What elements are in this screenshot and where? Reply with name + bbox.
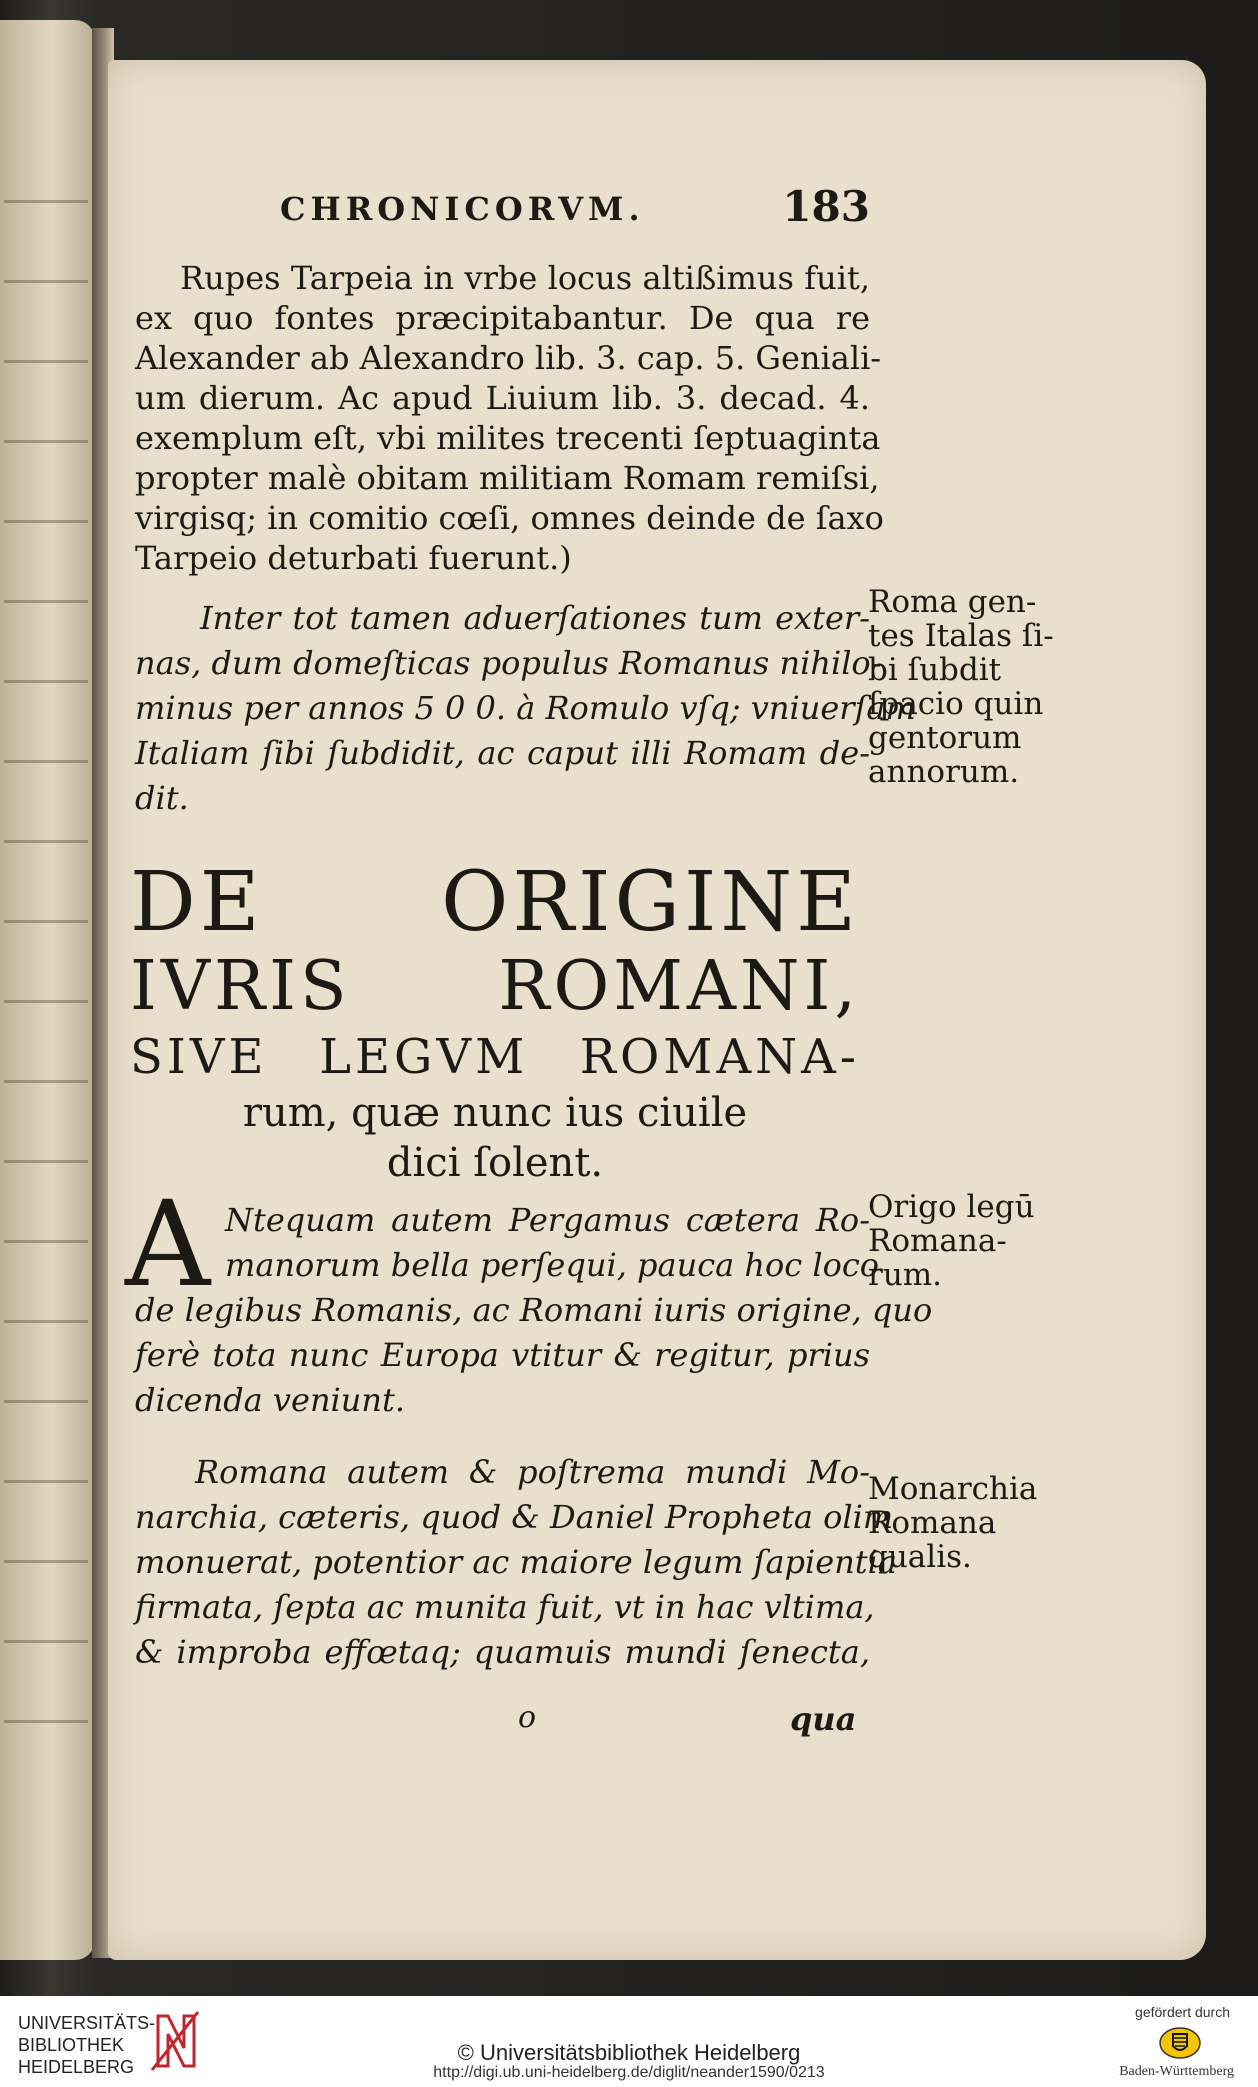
text-line: Alexander ab Alexandro lib. 3. cap. 5. Geniali-	[135, 339, 882, 377]
source-url-link[interactable]: http://digi.ub.uni-heidelberg.de/diglit/neander1590/0213	[433, 2064, 825, 2081]
text-line: exemplum eſt, vbi milites trecenti ſeptuaginta	[135, 419, 881, 457]
title-line-2: IVRIS ROMANI,	[130, 947, 860, 1026]
note-line: qualis.	[868, 1539, 972, 1575]
text-line: de legibus Romanis, ac Romani iuris origine, quo	[135, 1291, 933, 1329]
copyright-text: © Universitätsbibliothek Heidelberg	[457, 2040, 801, 2065]
text-line: narchia, cæteris, quod & Daniel Propheta olim	[135, 1498, 894, 1536]
note-line: tes Italas ſi-	[868, 618, 1054, 654]
title-line-1: DE ORIGINE	[130, 855, 860, 950]
note-line: Romana	[868, 1505, 997, 1541]
coat-of-arms-icon	[1158, 2026, 1202, 2060]
library-name-line: BIBLIOTHEK	[18, 2035, 125, 2055]
margin-note-origo	[868, 1190, 1068, 1292]
catchword: qua	[790, 1700, 857, 1738]
text-line: um dierum. Ac apud Liuium lib. 3. decad. 4.	[135, 379, 870, 417]
text-line: Romana autem & poſtrema mundi Mo-	[195, 1453, 870, 1491]
text-line: propter malè obitam militiam Romam remiſsi,	[135, 459, 880, 497]
title-line-3: SIVE LEGVM ROMANA-	[130, 1029, 860, 1085]
text-line: firmata, ſepta ac munita fuit, vt in hac vltima,	[135, 1588, 875, 1626]
note-line: annorum.	[868, 754, 1020, 790]
library-name-line: HEIDELBERG	[18, 2057, 135, 2077]
text-line: dicenda veniunt.	[135, 1381, 406, 1419]
note-line: rum.	[868, 1257, 943, 1293]
text-line: ferè tota nunc Europa vtitur & regitur, prius	[135, 1336, 870, 1374]
text-line: Italiam ſibi ſubdidit, ac caput illi Romam de-	[135, 734, 870, 772]
sponsor-name: Baden-Württemberg	[1119, 2064, 1234, 2079]
title-line-5: dici ſolent.	[386, 1140, 604, 1186]
note-line: gentorum	[868, 720, 1022, 756]
margin-note-roma	[868, 585, 1068, 789]
text-line: monuerat, potentior ac maiore legum ſapientia	[135, 1543, 897, 1581]
text-line: Ntequam autem Pergamus cætera Ro-	[225, 1201, 870, 1239]
library-name-line: UNIVERSITÄTS-	[18, 2013, 156, 2033]
text-line: ex quo fontes præcipitabantur. De qua re	[135, 299, 870, 337]
note-line: Monarchia	[868, 1471, 1038, 1507]
note-line: ſpacio quin	[868, 686, 1044, 722]
note-line: bi ſubdit	[868, 652, 1002, 688]
text-line: Tarpeio deturbati fuerunt.)	[135, 539, 572, 577]
sponsor-label: gefördert durch	[1135, 2004, 1230, 2020]
text-line: minus per annos 5 0 0. à Romulo vſq; vniuerſam	[135, 689, 916, 727]
text-line: nas, dum domeſticas populus Romanus nihilo-	[135, 644, 882, 682]
margin-note-monarchia	[868, 1472, 1068, 1574]
note-line: Romana-	[868, 1223, 1007, 1259]
text-line: & improba effœtaq; quamuis mundi ſenecta,	[135, 1633, 870, 1671]
text-line: manorum bella perſequi, pauca hoc loco	[225, 1246, 880, 1284]
text-line: Inter tot tamen aduerſationes tum exter-	[200, 599, 870, 637]
signature-mark: o	[518, 1700, 537, 1735]
note-line: Roma gen-	[868, 584, 1037, 620]
footer-bar	[0, 1996, 1258, 2087]
page-number: 183	[782, 182, 870, 231]
text-line: dit.	[135, 779, 189, 817]
drop-capital: A	[125, 1175, 211, 1313]
title-line-4: rum, quæ nunc ius ciuile	[242, 1090, 748, 1136]
note-line: Origo legū	[868, 1189, 1035, 1225]
text-line: Rupes Tarpeia in vrbe locus altißimus fuit,	[180, 259, 870, 297]
previous-page-edge	[0, 20, 95, 1960]
running-head: CHRONICORVM.	[280, 190, 645, 228]
text-line: virgisq; in comitio cœſi, omnes deinde de ſaxo	[135, 499, 884, 537]
